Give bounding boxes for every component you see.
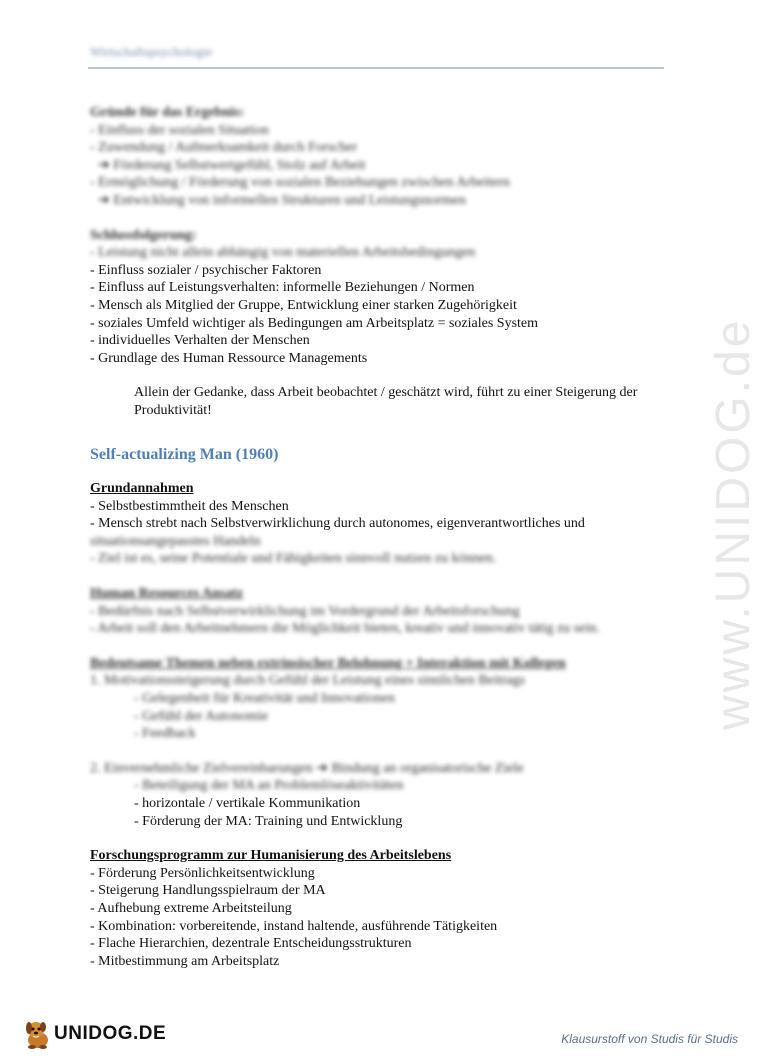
- list-item: - Mensch als Mitglied der Gruppe, Entwicklung einer starken Zugehörigkeit: [90, 297, 517, 313]
- list-item: 2. Einvernehmliche Zielvereinbarungen ➔ Bindung an organisatorische Ziele: [90, 760, 524, 776]
- list-item: - Mitbestimmung am Arbeitsplatz: [90, 953, 280, 969]
- list-item: - Einfluss auf Leistungsverhalten: informelle Beziehungen / Normen: [90, 280, 475, 296]
- list-item: ➔ Förderung Selbstwertgefühl, Stolz auf Arbeit: [98, 157, 366, 173]
- list-item: - Gefühl der Autonomie: [134, 708, 269, 724]
- unidog-logo[interactable]: [22, 1018, 166, 1050]
- logo-text: UNIDOG.DE: [54, 1023, 167, 1044]
- section-title-self-actualizing: Self-actualizing Man (1960): [90, 445, 279, 463]
- list-item: ➔ Entwicklung von informellen Strukturen und Leistungsnormen: [98, 192, 466, 208]
- list-item: 1. Motivationssteigerung durch Gefühl der Leistung eines sinnlichen Beitrags: [90, 673, 526, 689]
- conclusion-paragraph: [90, 384, 670, 419]
- subsection-heading-forschungsprogramm: Forschungsprogramm zur Humanisierung des Arbeitslebens: [90, 848, 452, 864]
- list-item: - Mensch strebt nach Selbstverwirklichung durch autonomes, eigenverantwortliches und: [90, 516, 585, 532]
- section-heading-gruende: Gründe für das Ergebnis:: [90, 105, 245, 120]
- subsection-heading-themen: Bedeutsame Themen neben extrinsischer Belohnung + Interaktion mit Kollegen: [90, 655, 566, 671]
- list-item: - individuelles Verhalten der Menschen: [90, 333, 310, 349]
- list-item: - horizontale / vertikale Kommunikation: [134, 796, 361, 811]
- section-heading-schlussfolgerung: Schlussfolgerung:: [90, 227, 197, 243]
- list-item: - Ziel ist es, seine Potentiale und Fähigkeiten sinnvoll nutzen zu können.: [90, 551, 497, 567]
- list-item: - Aufhebung extreme Arbeitsteilung: [90, 900, 292, 916]
- dog-mascot-icon: [22, 1018, 52, 1050]
- list-item: - Flache Hierarchien, dezentrale Entscheidungsstrukturen: [90, 936, 412, 952]
- header-divider: [88, 67, 664, 69]
- conclusion-text: Allein der Gedanke, dass Arbeit beobachtet / geschätzt wird, führt zu einer Steigerung der Produktivität!: [134, 385, 638, 418]
- list-item: - Grundlage des Human Ressource Managements: [90, 350, 368, 366]
- list-item: - Beteiligung der MA an Problemlöseaktivitäten: [134, 778, 404, 794]
- header-title: Wirtschaftspsychologie: [90, 44, 213, 59]
- list-item: - Arbeit soll den Arbeitnehmern die Möglichkeit bieten, kreativ und innovativ tätig zu sein.: [90, 621, 600, 637]
- subsection-heading-grundannahmen: Grundannahmen: [90, 481, 194, 497]
- list-item: - Förderung Persönlichkeitsentwicklung: [90, 865, 315, 881]
- subsection-heading-hr-ansatz: Human Resources Ansatz: [90, 586, 243, 602]
- list-item: - Förderung der MA: Training und Entwicklung: [134, 813, 403, 829]
- list-item: - Einfluss der sozialen Situation: [90, 122, 269, 138]
- page-footer: [0, 1012, 750, 1062]
- list-item: situationsangepasstes Handeln: [90, 533, 261, 549]
- list-item: - Zuwendung / Aufmerksamkeit durch Forscher: [90, 140, 358, 156]
- list-item: - Selbstbestimmtheit des Menschen: [90, 498, 289, 514]
- watermark: www.UNIDOG.de: [707, 317, 760, 730]
- list-item: - Leistung nicht allein abhängig von materiellen Arbeitsbedingungen: [90, 245, 476, 261]
- list-item: - Steigerung Handlungsspielraum der MA: [90, 883, 326, 899]
- list-item: - Einfluss sozialer / psychischer Faktoren: [90, 262, 322, 278]
- list-item: - soziales Umfeld wichtiger als Bedingungen am Arbeitsplatz = soziales System: [90, 315, 539, 331]
- list-item: - Bedürfnis nach Selbstverwirklichung im Vordergrund der Arbeitsforschung: [90, 603, 520, 619]
- footer-tagline: Klausurstoff von Studis für Studis: [561, 1032, 738, 1046]
- document-body: [90, 104, 670, 970]
- list-item: - Kombination: vorbereitende, instand haltende, ausführende Tätigkeiten: [90, 918, 498, 934]
- list-item: - Ermöglichung / Förderung von sozialen Beziehungen zwischen Arbeitern: [90, 175, 510, 191]
- arrow-right-icon: [90, 384, 134, 419]
- list-item: - Gelegenheit für Kreativität und Innovationen: [134, 691, 395, 707]
- list-item: - Feedback: [134, 726, 196, 742]
